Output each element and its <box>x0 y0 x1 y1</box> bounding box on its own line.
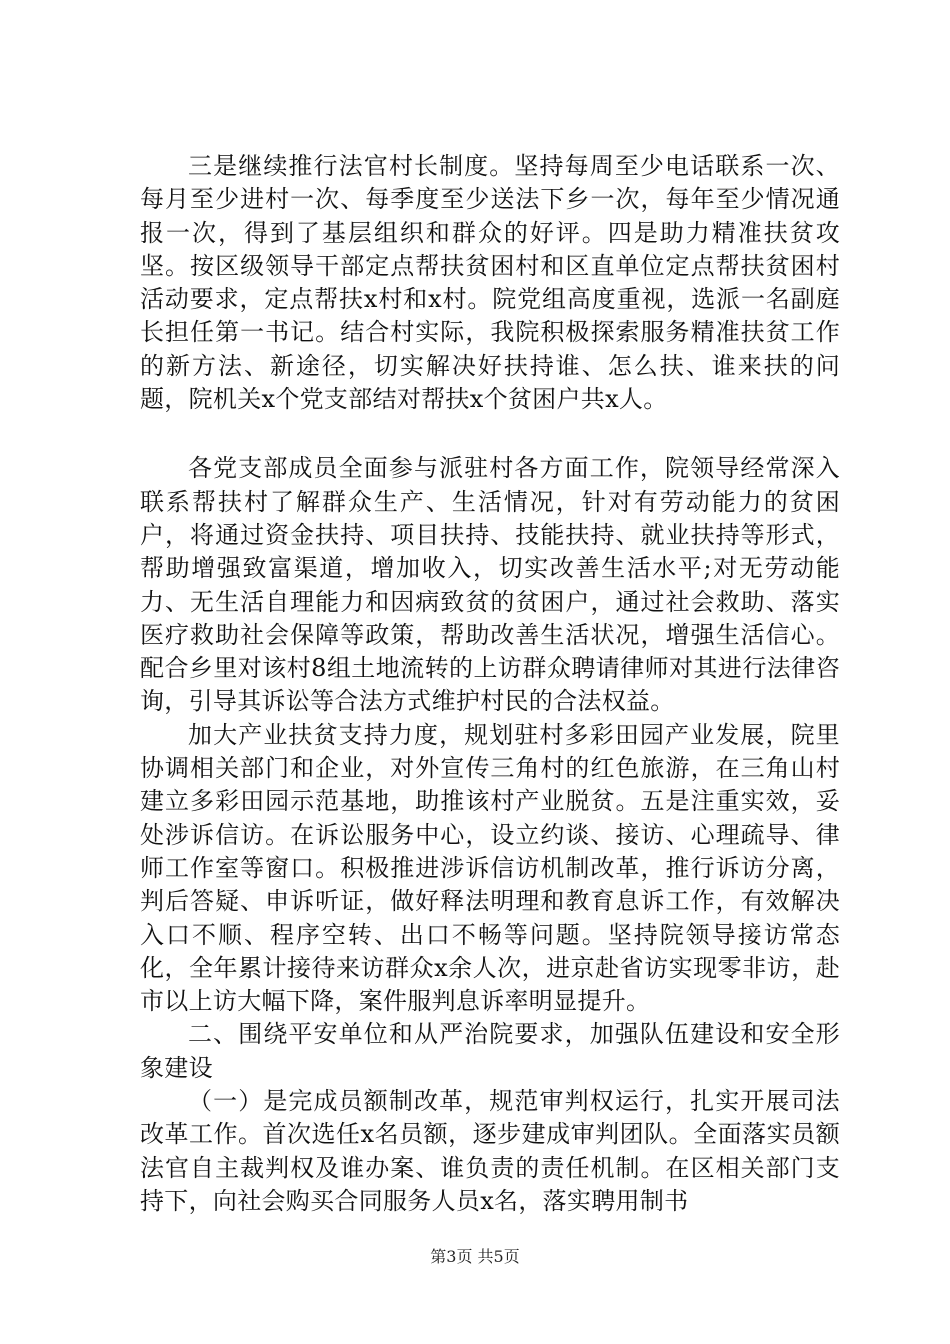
paragraph: 加大产业扶贫支持力度，规划驻村多彩田园产业发展，院里协调相关部门和企业，对外宣传三角村的红色旅游，在三角山村建立多彩田园示范基地，助推该村产业脱贫。五是注重实效，妥处涉诉信访。在诉讼服务中心，设立约谈、接访、心理疏导、律师工作室等窗口。积极推进涉诉信访机制改革，推行诉访分离，判后答疑、申诉听证，做好释法明理和教育息诉工作，有效解决入口不顺、程序空转、出口不畅等问题。坚持院领导接访常态化，全年累计接待来访群众x余人次，进京赴省访实现零非访，赴市以上访大幅下降，案件服判息诉率明显提升。 <box>140 720 840 1016</box>
paragraph: 各党支部成员全面参与派驻村各方面工作，院领导经常深入联系帮扶村了解群众生产、生活情况，针对有劳动能力的贫困户，将通过资金扶持、项目扶持、技能扶持、就业扶持等形式，帮助增强致富渠道，增加收入，切实改善生活水平;对无劳动能力、无生活自理能力和因病致贫的贫困户，通过社会救助、落实医疗救助社会保障等政策，帮助改善生活状况，增强生活信心。配合乡里对该村8组土地流转的上访群众聘请律师对其进行法律咨询，引导其诉讼等合法方式维护村民的合法权益。 <box>140 454 840 716</box>
section-heading: 二、围绕平安单位和从严治院要求，加强队伍建设和安全形象建设 <box>140 1020 840 1082</box>
page-footer: 第3页 共5页 <box>430 1247 520 1266</box>
paragraph: 三是继续推行法官村长制度。坚持每周至少电话联系一次、每月至少进村一次、每季度至少送法下乡一次，每年至少情况通报一次，得到了基层组织和群众的好评。四是助力精准扶贫攻坚。按区级领导干部定点帮扶贫困村和区直单位定点帮扶贫困村活动要求，定点帮扶x村和x村。院党组高度重视，选派一名副庭长担任第一书记。结合村实际，我院积极探索服务精准扶贫工作的新方法、新途径，切实解决好扶持谁、怎么扶、谁来扶的问题，院机关x个党支部结对帮扶x个贫困户共x人。 <box>140 152 840 414</box>
document-body <box>140 150 840 1218</box>
paragraph: （一）是完成员额制改革，规范审判权运行，扎实开展司法改革工作。首次选任x名员额，逐步建成审判团队。全面落实员额法官自主裁判权及谁办案、谁负责的责任机制。在区相关部门支持下，向社会购买合同服务人员x名，落实聘用制书 <box>140 1087 840 1215</box>
